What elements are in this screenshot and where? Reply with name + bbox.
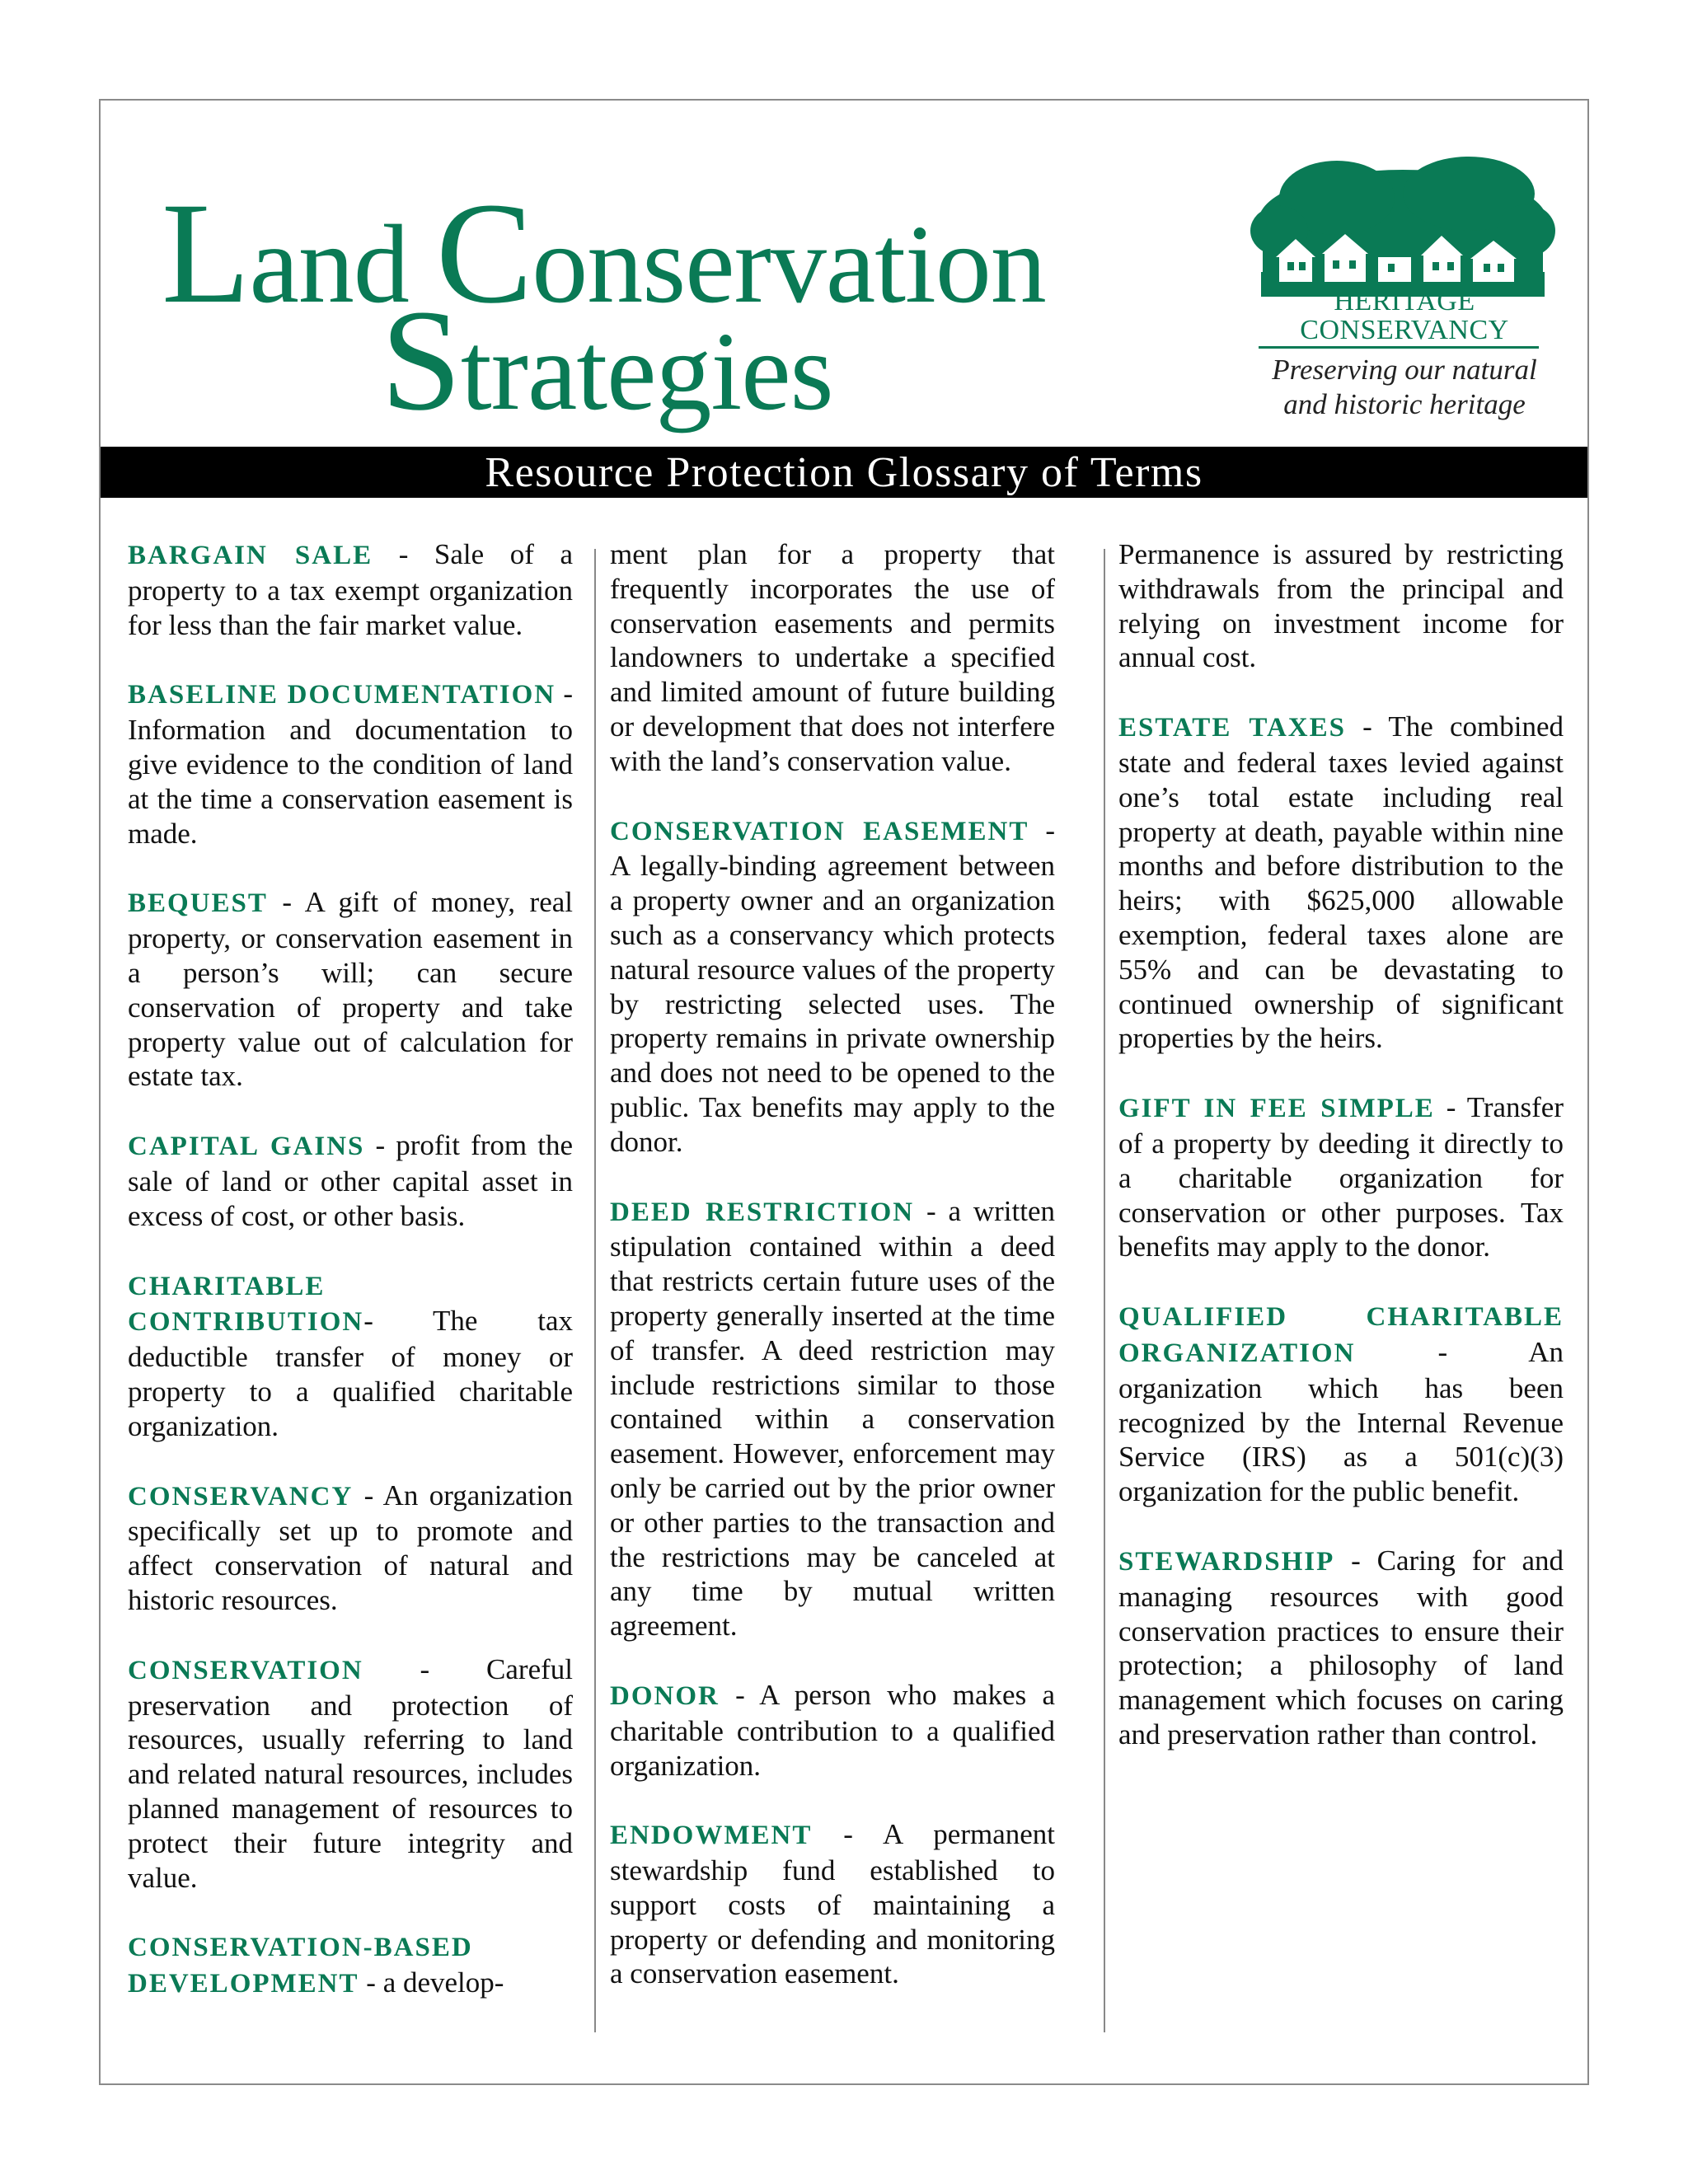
org-name-line-1: HERITAGE xyxy=(1334,286,1475,316)
glossary-term: STEWARDSHIP xyxy=(1118,1546,1335,1577)
glossary-definition: The combined state and federal taxes levied against one’s total estate including real property at death, payable within nine months and before distribution to the heirs; with $625,000 allowable exemption, federal taxes alone are 55% and can be devastating to continued ownership of significant properties by the heirs. xyxy=(1118,710,1564,1055)
glossary-term: DEED RESTRICTION xyxy=(610,1197,915,1227)
glossary-entry xyxy=(128,1128,573,1233)
term-separator: - xyxy=(812,1818,883,1851)
glossary-entry xyxy=(128,1929,573,2002)
page-title-line-2: Strategies xyxy=(381,280,833,441)
glossary-entry xyxy=(1118,1090,1564,1264)
column-divider xyxy=(594,549,596,2032)
glossary-entry xyxy=(128,1268,573,1444)
glossary-definition: a develop- xyxy=(382,1966,504,1999)
glossary-term: DONOR xyxy=(610,1680,720,1711)
term-separator: - xyxy=(556,677,573,710)
term-separator: - xyxy=(1029,813,1056,846)
glossary-definition: a written stipulation contained within a deed that restricts certain future uses of the property generally inserted at the time of transfer. A deed restriction may include restrictions similar to those contained within a conservation easement. However, enforcement may only be carried out by the prior owner or other parties to the transaction and the restrictions may be canceled at any time by mutual written agreement. xyxy=(610,1194,1055,1643)
term-separator: - xyxy=(353,1479,383,1511)
glossary-term: BEQUEST xyxy=(128,888,268,919)
glossary-definition: A permanent stewardship fund established to support costs of maintaining a property or defending and monitoring a conservation easement. xyxy=(610,1818,1055,1990)
org-underline xyxy=(1259,346,1539,349)
term-separator: - xyxy=(914,1194,949,1227)
glossary-column-1 xyxy=(128,537,573,2036)
tagline-line-1: Preserving our natural xyxy=(1272,354,1537,386)
glossary-entry xyxy=(610,1817,1055,1991)
glossary-entry xyxy=(1118,537,1564,675)
org-name-line-2: CONSERVANCY xyxy=(1300,315,1509,345)
term-separator: - xyxy=(1434,1091,1467,1124)
glossary-definition: Caring for and managing resources with good conservation practices to ensure their protection; a philosophy of land management which focuses on caring and preservation rather than control. xyxy=(1118,1544,1564,1750)
glossary-definition: Careful preservation and protection of resources, usually referring to land and related natural resources, includes planned management of resources to protect their future integrity and value. xyxy=(128,1652,573,1894)
term-separator: - xyxy=(1346,710,1389,743)
glossary-term: ENDOWMENT xyxy=(610,1821,813,1851)
glossary-term: CONSERVATION xyxy=(128,1655,363,1685)
glossary-term: CONSERVATION EASEMENT xyxy=(610,816,1029,846)
glossary-definition: A gift of money, real property, or conservation easement in a person’s will; can secure conservation of property and take property value out of calculation for estate tax. xyxy=(128,886,573,1093)
glossary-term: BASELINE DOCUMENTATION xyxy=(128,680,556,710)
glossary-entry xyxy=(610,537,1055,779)
glossary-term: ESTATE TAXES xyxy=(1118,713,1346,743)
glossary-term: CAPITAL GAINS xyxy=(128,1132,365,1162)
glossary-definition: Permanence is assured by restricting withdrawals from the principal and relying on investment income for annual cost. xyxy=(1118,538,1564,674)
glossary-term: CONSERVATION-BASED DEVELOPMENT xyxy=(128,1933,473,1999)
glossary-term: CONSERVANCY xyxy=(128,1481,354,1511)
glossary-definition: Information and documentation to give evidence to the condition of land at the time a conservation easement is made. xyxy=(128,714,573,850)
term-separator: - xyxy=(363,1652,487,1685)
glossary-column-2 xyxy=(610,537,1055,2026)
glossary-definition: A person who makes a charitable contribution to a qualified organization. xyxy=(610,1678,1055,1782)
glossary-column-3 xyxy=(1118,537,1564,1787)
term-separator: - xyxy=(373,538,434,570)
glossary-entry xyxy=(610,1678,1055,1783)
term-separator: - xyxy=(1334,1544,1377,1577)
glossary-entry xyxy=(128,677,573,851)
glossary-definition: An organization specifically set up to promote and affect conservation of natural and historic resources. xyxy=(128,1479,574,1616)
column-divider xyxy=(1104,549,1105,2032)
glossary-term: BARGAIN SALE xyxy=(128,541,373,570)
glossary-entry xyxy=(128,885,573,1094)
tagline xyxy=(1231,353,1578,422)
glossary-entry xyxy=(610,1194,1055,1643)
org-name xyxy=(1250,287,1559,344)
page-title-line-1: Land Conservation xyxy=(162,173,1046,334)
glossary-definition: ment plan for a property that frequently incorporates the use of conservation easements and permits landowners to undertake a specified and limited amount of future building or development that does not interfere with the land’s conservation value. xyxy=(610,538,1055,777)
glossary-entry xyxy=(1118,1544,1564,1752)
tagline-line-2: and historic heritage xyxy=(1283,388,1526,420)
glossary-definition: Transfer of a property by deeding it directly to a charitable organization for conservation or other purposes. Tax benefits may apply to the donor. xyxy=(1118,1091,1564,1263)
glossary-entry xyxy=(128,1479,573,1618)
section-banner: Resource Protection Glossary of Terms xyxy=(101,447,1587,498)
glossary-entry xyxy=(1118,1299,1564,1509)
glossary-definition: The tax deductible transfer of money or property to a qualified charitable organization. xyxy=(128,1305,573,1442)
glossary-definition: profit from the sale of land or other capital asset in excess of cost, or other basis. xyxy=(128,1129,573,1232)
page-frame xyxy=(99,99,1589,2085)
glossary-entry xyxy=(128,1652,573,1896)
glossary-entry xyxy=(610,813,1055,1160)
term-separator: - xyxy=(719,1678,760,1711)
term-separator: - xyxy=(267,886,305,919)
term-separator: - xyxy=(363,1305,434,1338)
glossary-definition: A legally-binding agreement between a property owner and an organization such as a conservancy which protects natural resource values of the property by restricting selected uses. The property remains in private ownership and does not need to be opened to the public. Tax benefits may apply to the donor. xyxy=(610,850,1055,1158)
term-separator: - xyxy=(1355,1335,1529,1368)
glossary-entry xyxy=(128,537,573,642)
glossary-term: CHARITABLE CONTRIBUTION xyxy=(128,1271,364,1338)
term-separator: - xyxy=(359,1966,383,1999)
glossary-entry xyxy=(1118,710,1564,1056)
term-separator: - xyxy=(364,1129,396,1162)
glossary-definition: Sale of a property to a tax exempt organization for less than the fair market value. xyxy=(128,538,574,641)
glossary-term: GIFT IN FEE SIMPLE xyxy=(1118,1094,1435,1124)
glossary-definition: An organization which has been recognized by the Internal Revenue Service (IRS) as a 501(c)(3) organization for the public benefit. xyxy=(1118,1335,1564,1508)
glossary-term: QUALIFIED CHARITABLE ORGANIZATION xyxy=(1118,1302,1564,1368)
